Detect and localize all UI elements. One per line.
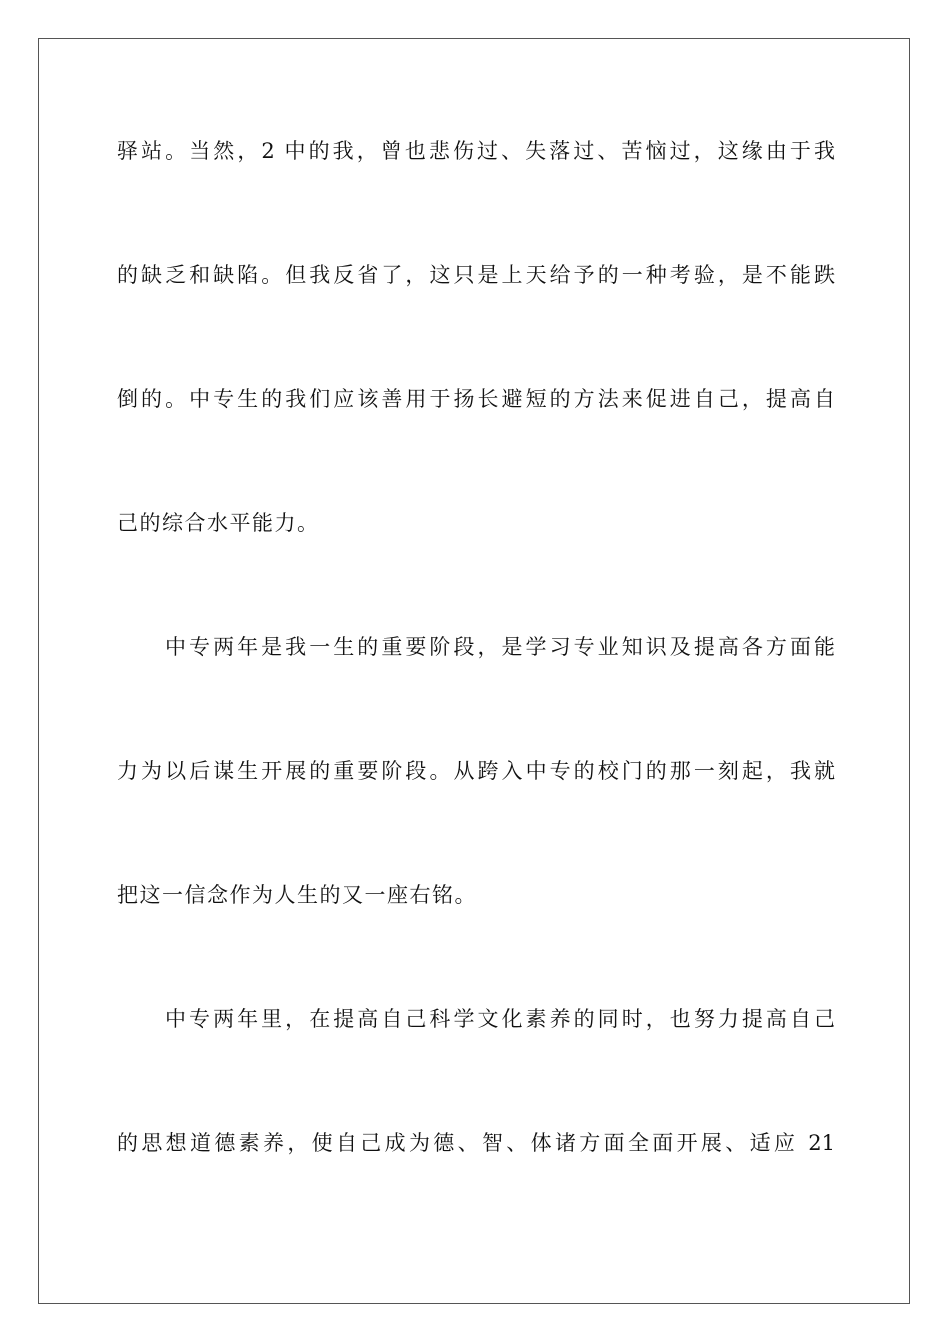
text-line-4: 己的综合水平能力。 bbox=[117, 511, 320, 535]
text-line-9: 的思想道德素养，使自己成为德、智、体诸方面全面开展、适应 21 bbox=[117, 1131, 835, 1155]
text-line-6: 力为以后谋生开展的重要阶段。从跨入中专的校门的那一刻起，我就 bbox=[117, 759, 835, 783]
page-border bbox=[38, 38, 910, 1304]
text-line-8: 中专两年里，在提高自己科学文化素养的同时，也努力提高自己 bbox=[165, 1007, 835, 1031]
text-line-2: 的缺乏和缺陷。但我反省了，这只是上天给予的一种考验，是不能跌 bbox=[117, 263, 835, 287]
text-line-1: 驿站。当然，2 中的我，曾也悲伤过、失落过、苦恼过，这缘由于我 bbox=[117, 139, 835, 163]
text-line-3: 倒的。中专生的我们应该善用于扬长避短的方法来促进自己，提高自 bbox=[117, 387, 835, 411]
text-line-5: 中专两年是我一生的重要阶段，是学习专业知识及提高各方面能 bbox=[165, 635, 835, 659]
text-line-7: 把这一信念作为人生的又一座右铭。 bbox=[117, 883, 477, 907]
